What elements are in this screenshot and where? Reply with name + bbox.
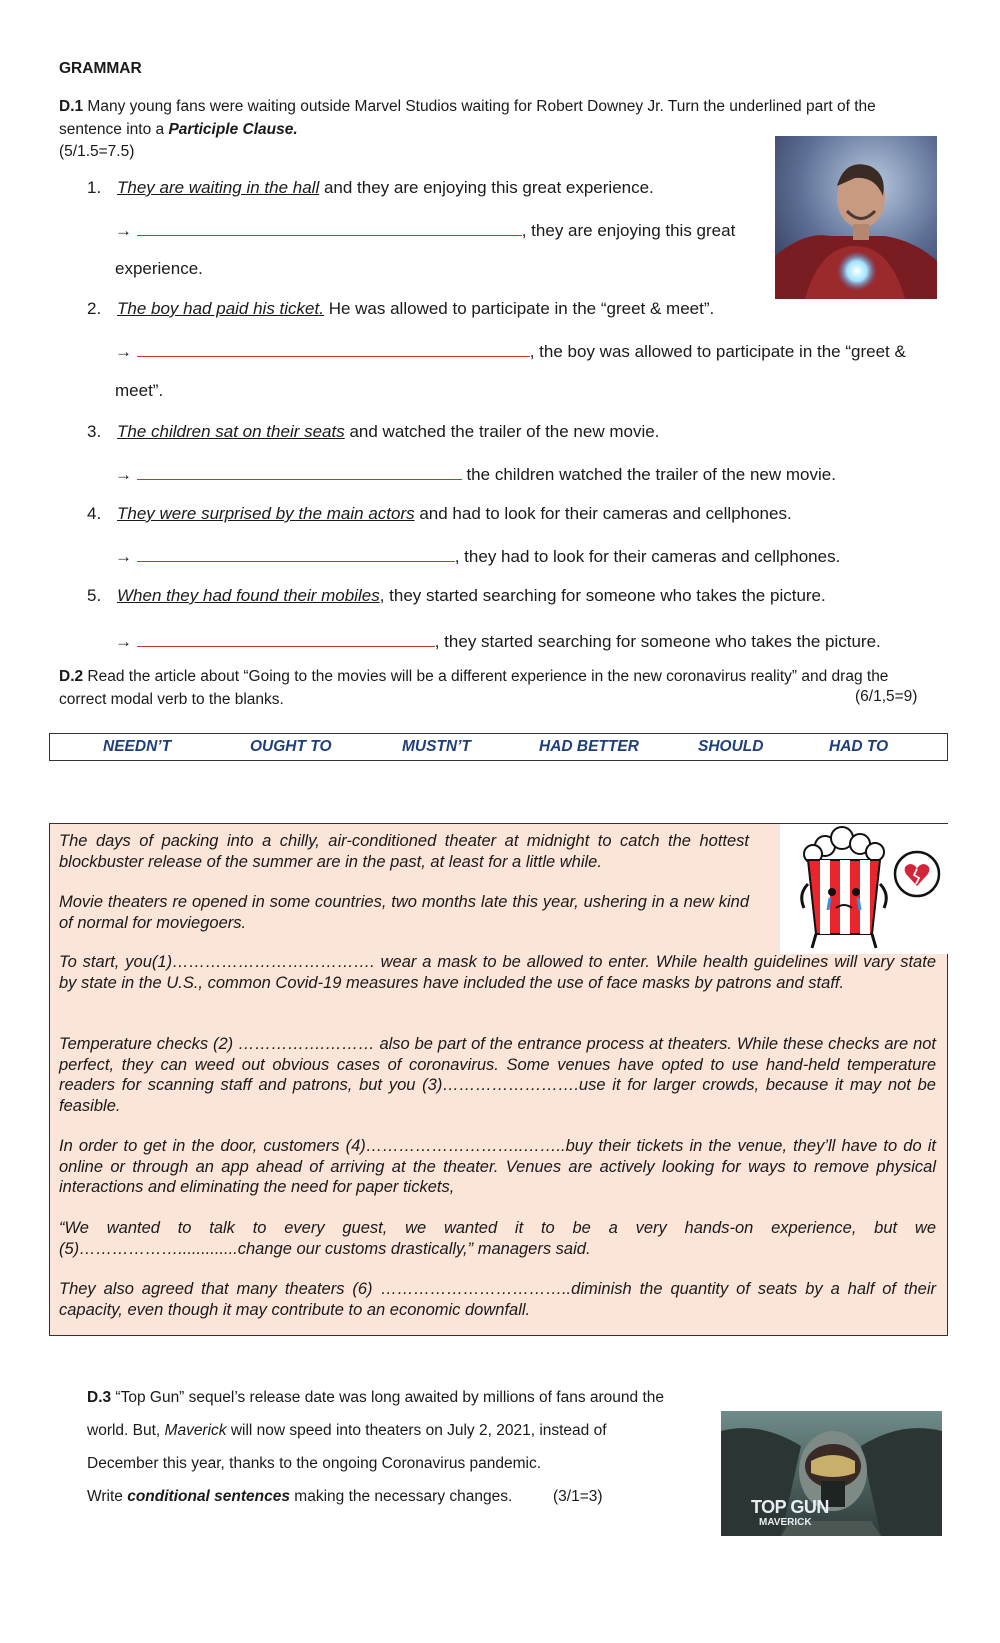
- d3-text: Write: [87, 1488, 128, 1505]
- article-paragraph: In order to get in the door, customers (4)………………………..……..buy their tickets in the venue, they’ll have to do it online or through an app ahead of arriving at the theater. Venues are actively looking for ways to remove physical interactions and eliminating the need for paper tickets,: [59, 1137, 936, 1196]
- item-1: [87, 178, 654, 198]
- arrow-icon: →: [115, 547, 132, 566]
- item-rest: He was allowed to participate in the “greet & meet”.: [323, 299, 715, 318]
- item-number: 1.: [87, 178, 102, 197]
- d3-text: “Top Gun” sequel’s release date was long awaited by millions of fans around the: [111, 1389, 664, 1406]
- d3-text: conditional sentences: [127, 1488, 290, 1505]
- item-after: the children watched the trailer of the new movie.: [461, 465, 836, 484]
- item-number: 4.: [87, 504, 102, 523]
- d2-score: (6/1,5=9): [855, 688, 918, 705]
- d3-line-2: [87, 1422, 607, 1440]
- underlined-part: They are waiting in the hall: [117, 178, 320, 197]
- answer-blank-3[interactable]: [137, 463, 462, 480]
- d3-line-4: [87, 1488, 512, 1506]
- item-rest: and had to look for their cameras and cellphones.: [414, 504, 792, 523]
- article-paragraph: They also agreed that many theaters (6) ……………………………..diminish the quantity of seats by a half of their capacity, even though it may contribute to an economic downfall.: [59, 1280, 936, 1319]
- underlined-part: The boy had paid his ticket.: [117, 299, 324, 318]
- item-after: , they are enjoying this great: [521, 221, 736, 240]
- answer-line-4: [115, 545, 840, 567]
- item-2: [87, 299, 714, 319]
- article-paragraph: “We wanted to talk to every guest, we wanted it to be a very hands-on experience, but we (5)……………….............change our customs drastically,” managers said.: [59, 1219, 936, 1258]
- underlined-part: They were surprised by the main actors: [117, 504, 415, 523]
- sad-popcorn-icon: [780, 824, 948, 954]
- d2-instructions: [59, 665, 934, 711]
- d1-label: D.1: [59, 98, 84, 115]
- article-box: [49, 823, 948, 1336]
- modal-option[interactable]: HAD BETTER: [539, 738, 639, 755]
- item-after: , the boy was allowed to participate in the “greet &: [529, 342, 906, 361]
- answer-blank-1[interactable]: [137, 219, 522, 236]
- article-paragraph: The days of packing into a chilly, air-conditioned theater at midnight to catch the hottest blockbuster release of the summer are in the past, at least for a little while.: [59, 832, 749, 871]
- answer-blank-5[interactable]: [137, 630, 435, 647]
- item-number: 3.: [87, 422, 102, 441]
- modal-option[interactable]: HAD TO: [829, 738, 889, 755]
- d3-line-1: [87, 1389, 664, 1407]
- article-paragraph: To start, you(1)………………………………. wear a mask to be allowed to enter. While health guidelines will vary state by state in the U.S., common Covid-19 measures have included the use of face masks by patrons and staff.: [59, 953, 936, 992]
- article-paragraph: Movie theaters re opened in some countries, two months late this year, ushering in a new kind of normal for moviegoers.: [59, 893, 749, 932]
- item-number: 5.: [87, 586, 102, 605]
- d1-score: (5/1.5=7.5): [59, 143, 135, 160]
- item-4: [87, 504, 792, 524]
- poster-subtitle: MAVERICK: [759, 1517, 812, 1528]
- top-gun-poster: [721, 1411, 942, 1536]
- modal-option[interactable]: OUGHT TO: [250, 738, 332, 755]
- d3-text: will now speed into theaters on July 2, 2021, instead of: [226, 1422, 607, 1439]
- arrow-icon: →: [115, 221, 132, 240]
- item-rest: and watched the trailer of the new movie.: [344, 422, 660, 441]
- poster-title: TOP GUN: [751, 1497, 829, 1517]
- d3-line-3: December this year, thanks to the ongoing Coronavirus pandemic.: [87, 1455, 542, 1472]
- d1-instructions: [59, 95, 939, 141]
- underlined-part: The children sat on their seats: [117, 422, 345, 441]
- item-1-continuation: experience.: [115, 259, 203, 278]
- item-number: 2.: [87, 299, 102, 318]
- modal-option[interactable]: NEEDN’T: [103, 738, 172, 755]
- section-heading: GRAMMAR: [59, 60, 142, 77]
- iron-man-image: [775, 136, 937, 299]
- d2-label: D.2: [59, 668, 84, 685]
- arrow-icon: →: [115, 342, 132, 361]
- item-rest: and they are enjoying this great experience.: [319, 178, 654, 197]
- answer-blank-4[interactable]: [137, 545, 455, 562]
- answer-blank-2[interactable]: [137, 340, 530, 357]
- answer-line-1: [115, 219, 735, 241]
- modal-option[interactable]: SHOULD: [698, 738, 764, 755]
- modal-option[interactable]: MUSTN’T: [402, 738, 471, 755]
- item-5: [87, 586, 826, 606]
- underlined-part: When they had found their mobiles: [117, 586, 380, 605]
- arrow-icon: →: [115, 465, 132, 484]
- d3-text: making the necessary changes.: [290, 1488, 513, 1505]
- d3-label: D.3: [87, 1389, 112, 1406]
- arrow-icon: →: [115, 632, 132, 651]
- d3-score: (3/1=3): [553, 1488, 603, 1505]
- popcorn-area: [780, 824, 948, 954]
- item-after: , they had to look for their cameras and cellphones.: [454, 547, 841, 566]
- answer-line-2: [115, 340, 906, 362]
- d1-intro-emphasis: Participle Clause.: [168, 121, 298, 138]
- item-2-continuation: meet”.: [115, 381, 164, 400]
- d3-text: Maverick: [164, 1422, 227, 1439]
- item-after: , they started searching for someone who takes the picture.: [434, 632, 881, 651]
- modal-word-bank: [49, 733, 948, 761]
- item-3: [87, 422, 659, 442]
- d3-text: world. But,: [87, 1422, 165, 1439]
- answer-line-3: [115, 463, 836, 485]
- item-rest: , they started searching for someone who takes the picture.: [379, 586, 826, 605]
- answer-line-5: [115, 630, 881, 652]
- d2-intro-text: Read the article about “Going to the movies will be a different experience in the new coronavirus reality” and drag the correct modal verb to the blanks.: [59, 668, 889, 708]
- d1-intro-text: Many young fans were waiting outside Marvel Studios waiting for Robert Downey Jr. Turn the underlined part of the sentence into a: [59, 98, 876, 138]
- article-paragraph: Temperature checks (2) …………….……… also be part of the entrance process at theaters. While these checks are not perfect, they can weed out obvious cases of coronavirus. Some venues have opted to use hand-held temperature readers for scanning staff and patrons, but you (3)…………………….use it for larger crowds, because it may not be feasible.: [59, 1035, 936, 1115]
